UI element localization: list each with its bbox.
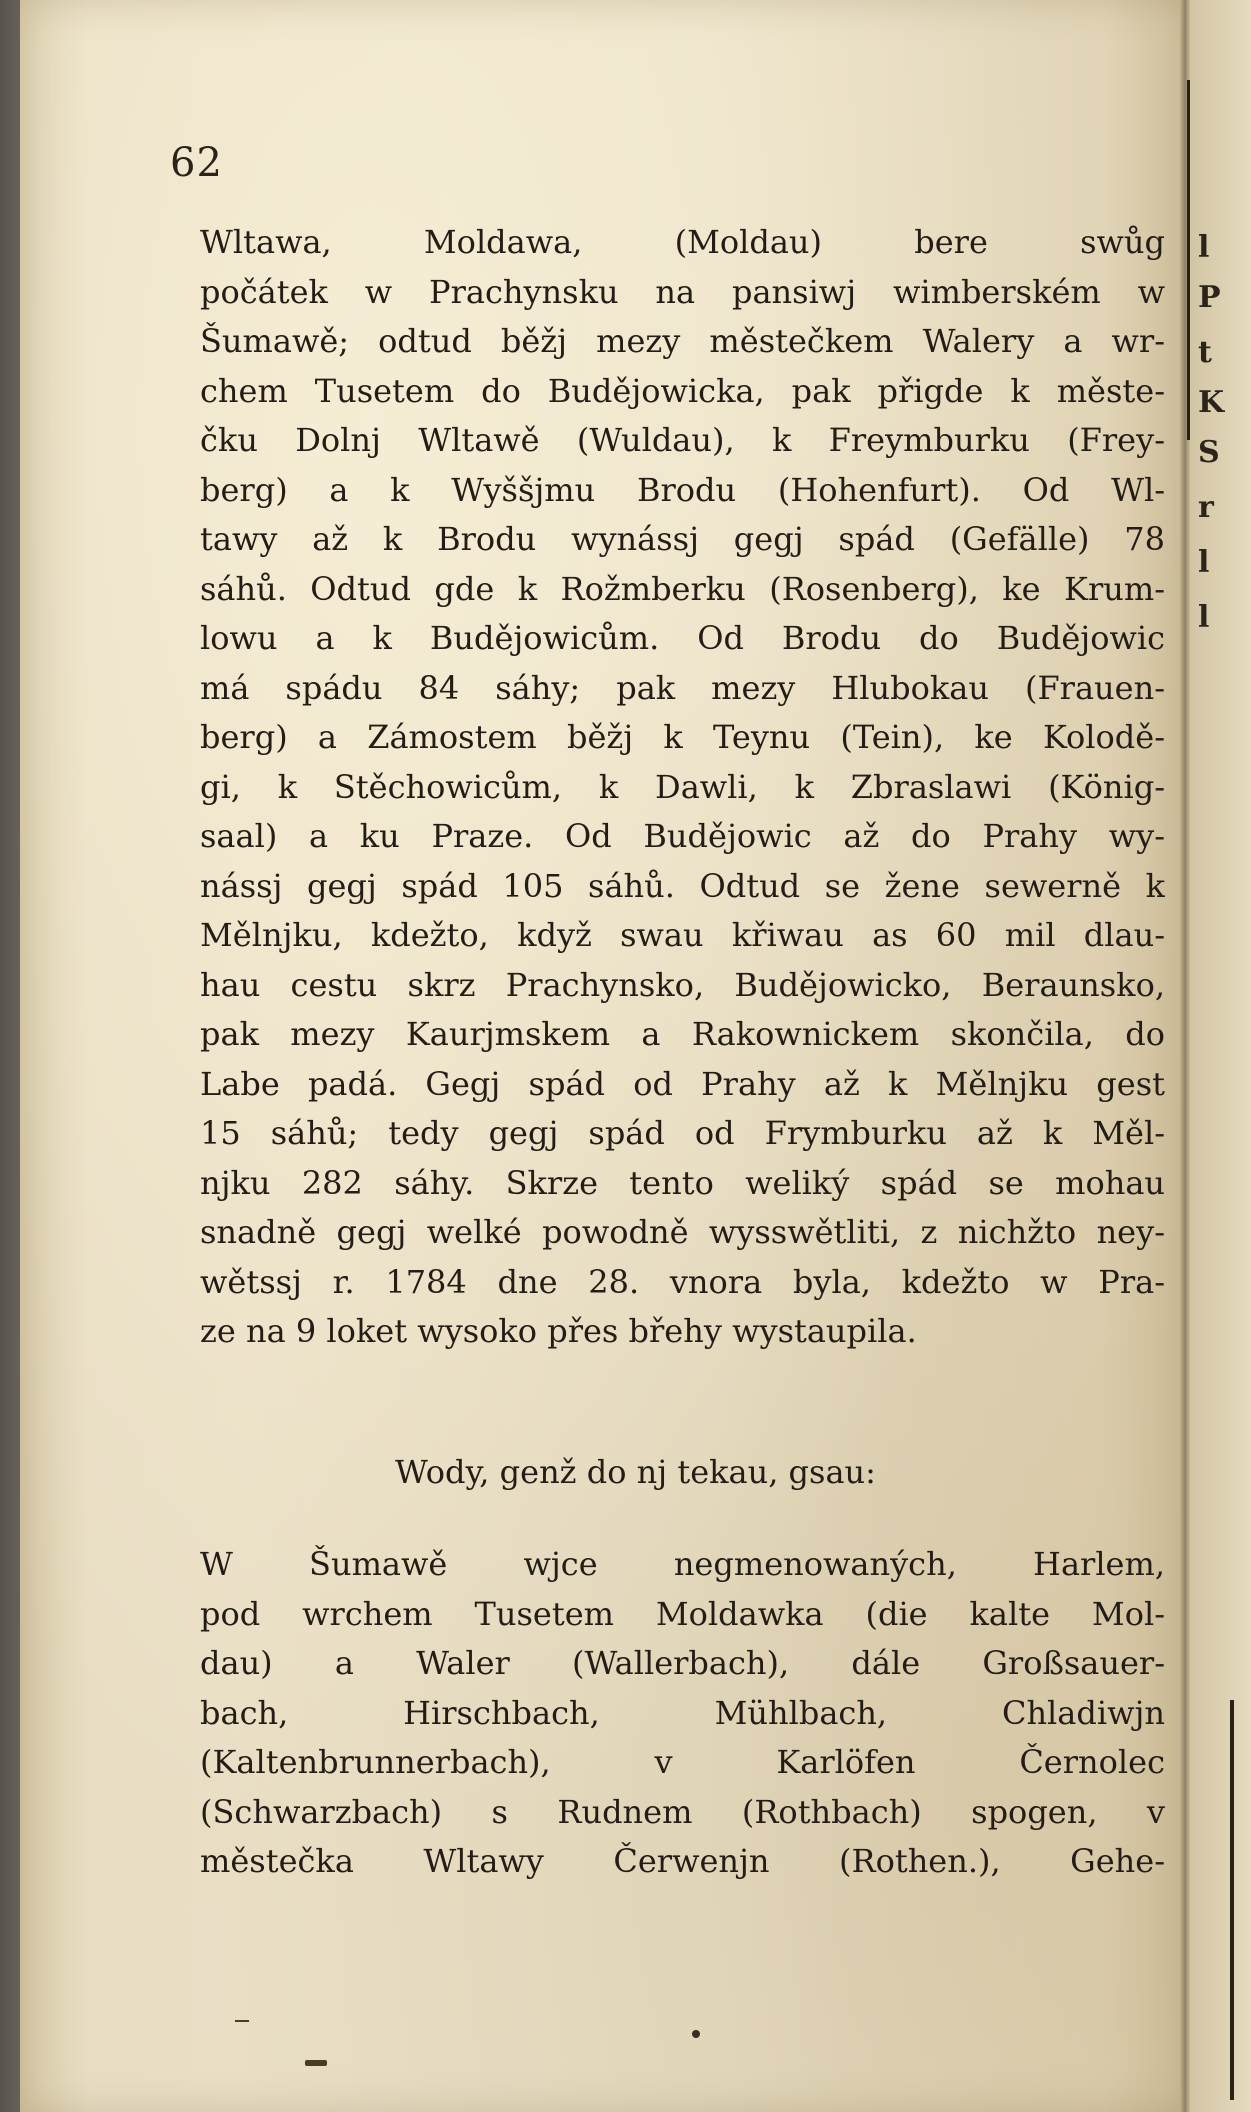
- text-line: njku 282 sáhy. Skrze tento weliký spád se mohau: [200, 1163, 1165, 1202]
- text-line: čku Dolnj Wltawě (Wuldau), k Freymburku (Frey-: [200, 421, 1165, 459]
- text-line: 15 sáhů; tedy gegj spád od Frymburku až k Měl-: [200, 1114, 1165, 1152]
- paragraph-main: [200, 218, 1165, 1357]
- text-line: dau) a Waler (Wallerbach), dále Großsauer-: [200, 1644, 1165, 1682]
- bleed-char: r: [1198, 490, 1214, 525]
- next-page-edge: [1190, 0, 1251, 2112]
- section-heading: Wody, genž do nj tekau, gsau:: [395, 1453, 876, 1491]
- bleed-char: S: [1198, 435, 1220, 470]
- text-line: pod wrchem Tusetem Moldawka (die kalte Mol-: [200, 1594, 1165, 1633]
- paragraph-rivers: [200, 1540, 1165, 1887]
- text-line: wětssj r. 1784 dne 28. vnora byla, kdežto w Pra-: [200, 1262, 1165, 1301]
- text-line: počátek w Prachynsku na pansiwj wimberském w: [200, 272, 1165, 311]
- bleed-char: l: [1198, 230, 1210, 265]
- print-mark: [305, 2060, 327, 2066]
- text-line: Mělnjku, kdežto, když swau křiwau as 60 mil dlau-: [200, 916, 1165, 954]
- text-line: tawy až k Brodu wynássj gegj spád (Gefälle) 78: [200, 520, 1165, 558]
- text-line: Šumawě; odtud běžj mezy městečkem Walery a wr-: [200, 322, 1165, 360]
- text-line: městečka Wltawy Čerwenjn (Rothen.), Gehe-: [200, 1842, 1165, 1880]
- text-line: berg) a Zámostem běžj k Teynu (Tein), ke Kolodě-: [200, 718, 1165, 756]
- page-number: 62: [170, 140, 223, 186]
- gutter-line: [1230, 1700, 1234, 2100]
- text-line: saal) a ku Praze. Od Budějowic až do Prahy wy-: [200, 817, 1165, 855]
- text-line: Labe padá. Gegj spád od Prahy až k Mělnjku gest: [200, 1064, 1165, 1103]
- print-dot: [692, 2030, 700, 2038]
- text-line: lowu a k Budějowicům. Od Brodu do Budějowic: [200, 619, 1165, 657]
- text-line: ze na 9 loket wysoko přes břehy wystaupila.: [200, 1312, 917, 1350]
- text-line: chem Tusetem do Budějowicka, pak přigde k měste-: [200, 371, 1165, 410]
- bleed-char: K: [1198, 385, 1225, 420]
- gutter-line: [1187, 80, 1190, 440]
- text-line: pak mezy Kaurjmskem a Rakownickem skončila, do: [200, 1015, 1165, 1053]
- bleed-char: P: [1198, 280, 1221, 315]
- text-line: snadně gegj welké powodně wysswětliti, z nichžto ney-: [200, 1213, 1165, 1251]
- text-line: W Šumawě wjce negmenowaných, Harlem,: [200, 1545, 1165, 1583]
- text-line: gi, k Stěchowicům, k Dawli, k Zbraslawi (König-: [200, 767, 1165, 806]
- text-line: má spádu 84 sáhy; pak mezy Hlubokau (Frauen-: [200, 668, 1165, 707]
- bleed-char: l: [1198, 545, 1210, 580]
- bleed-char: l: [1198, 600, 1210, 635]
- text-line: hau cestu skrz Prachynsko, Budějowicko, Beraunsko,: [200, 965, 1165, 1004]
- text-line: sáhů. Odtud gde k Rožmberku (Rosenberg), ke Krum-: [200, 569, 1165, 608]
- text-line: Wltawa, Moldawa, (Moldau) bere swůg: [200, 223, 1165, 261]
- text-line: (Schwarzbach) s Rudnem (Rothbach) spogen, v: [200, 1792, 1165, 1831]
- text-line: nássj gegj spád 105 sáhů. Odtud se žene sewerně k: [200, 866, 1165, 905]
- print-dash: [235, 2020, 249, 2022]
- text-line: berg) a k Wyššjmu Brodu (Hohenfurt). Od Wl-: [200, 470, 1165, 509]
- bleed-char: t: [1198, 335, 1212, 370]
- text-line: bach, Hirschbach, Mühlbach, Chladiwjn: [200, 1693, 1165, 1732]
- text-line: (Kaltenbrunnerbach), v Karlöfen Černolec: [200, 1743, 1165, 1781]
